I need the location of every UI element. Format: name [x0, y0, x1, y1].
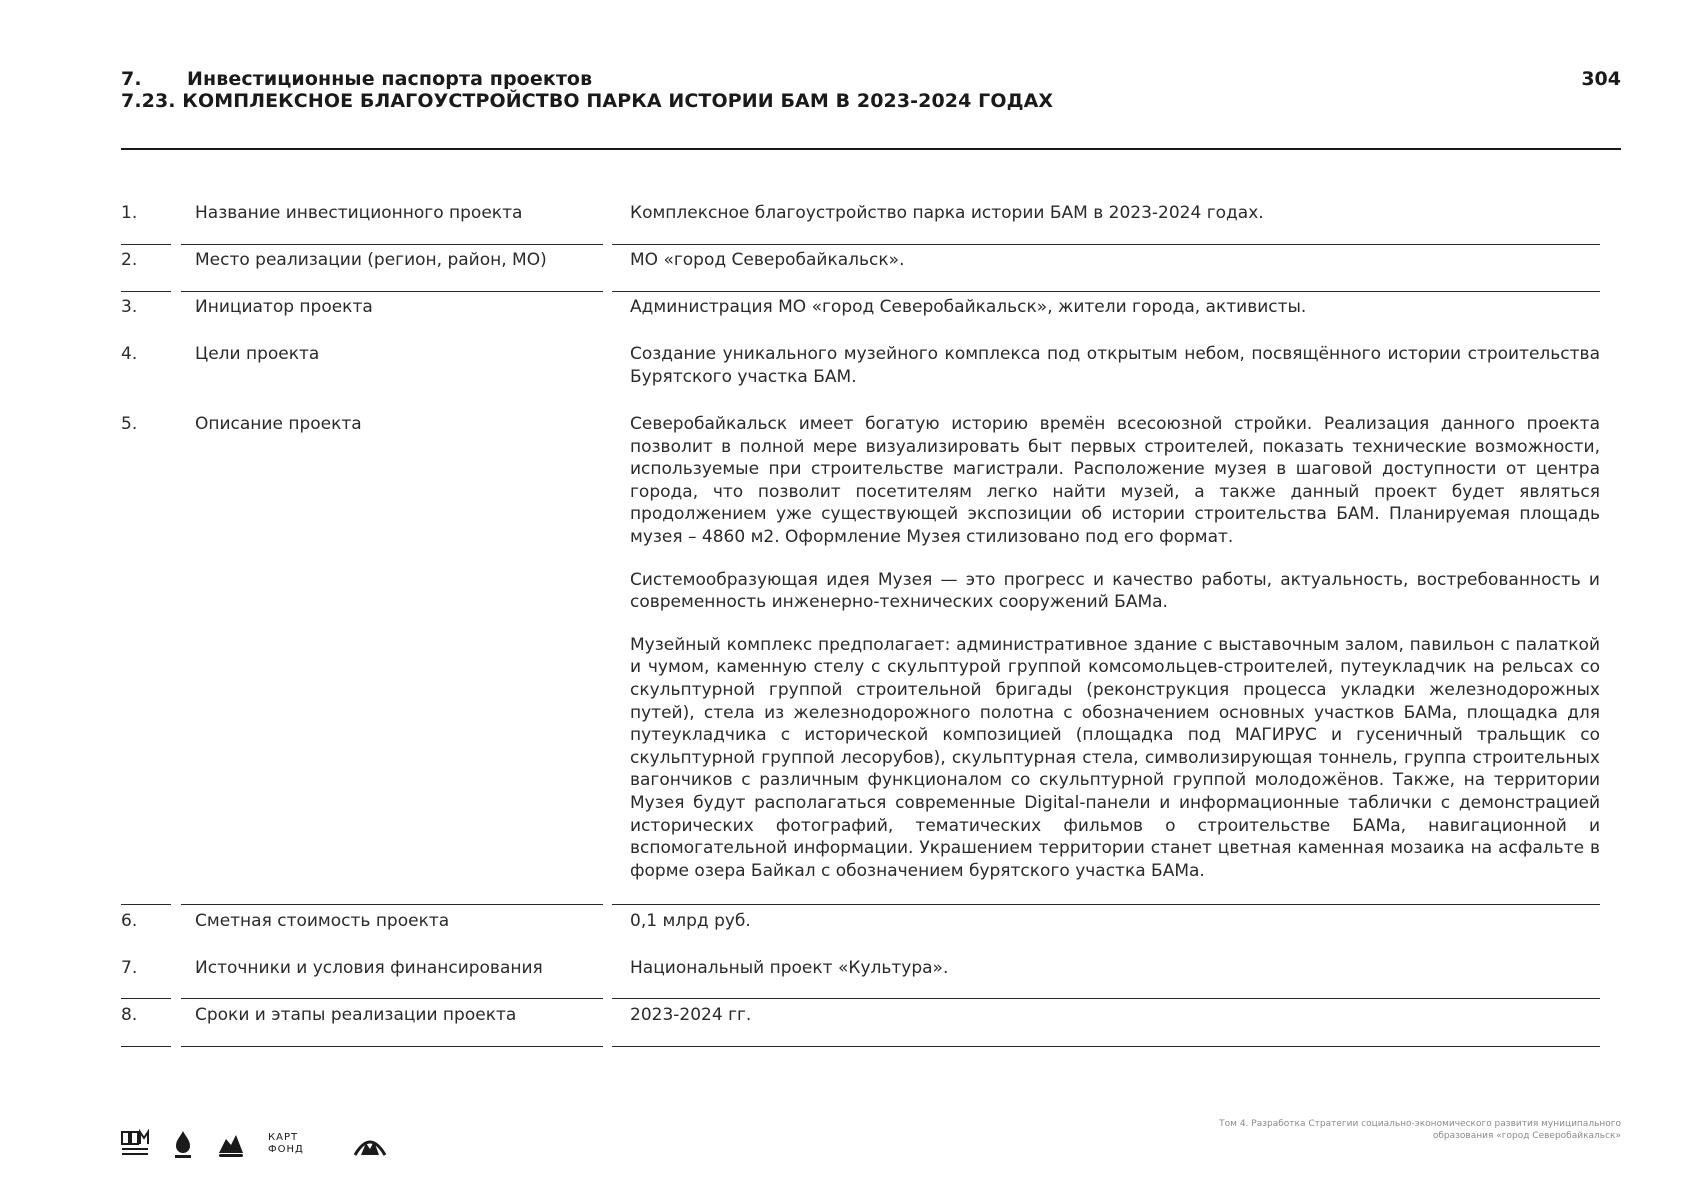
odm-logo-icon	[120, 1129, 150, 1159]
divider	[121, 1046, 171, 1047]
row-5-value	[630, 413, 1600, 902]
divider	[121, 998, 171, 999]
divider	[612, 904, 1600, 905]
row-2-label: Место реализации (регион, район, МО)	[195, 250, 547, 270]
divider	[612, 998, 1600, 999]
row-7-value	[630, 957, 1600, 1000]
page-number: 304	[1581, 68, 1621, 90]
row-8-value	[630, 1004, 1600, 1047]
row-1-value	[630, 202, 1600, 245]
row-5-label: Описание проекта	[195, 414, 362, 434]
row-2-value	[630, 249, 1600, 292]
divider	[181, 1046, 603, 1047]
row-3-label: Инициатор проекта	[195, 297, 373, 317]
header-rule	[121, 148, 1621, 150]
row-6-text: 0,1 млрд руб.	[630, 911, 751, 931]
row-5-paragraph-1: Северобайкальск имеет богатую историю времён всесоюзной стройки. Реализация данного проекта позволит в полной мере визуализировать быт первых строителей, показать технические возможности, используемые при строительстве магистрали. Расположение музея в шаговой доступности от центра города, что позволит посетителям легко найти музей, а также данный проект будет являться продолжением уже существующей экспозиции об истории строительства БАМ. Планируемая площадь музея – 4860 м2. Оформление Музея стилизовано под его формат.	[630, 414, 1600, 547]
section-title: Инвестиционные паспорта проектов	[187, 68, 593, 90]
row-3-text: Администрация МО «город Северобайкальск», жители города, активисты.	[630, 297, 1307, 317]
divider	[612, 244, 1600, 245]
page-header	[121, 68, 1621, 112]
row-2-text: МО «город Северобайкальск».	[630, 250, 905, 270]
divider	[181, 291, 603, 292]
section-number: 7.	[121, 68, 142, 90]
row-6-number: 6.	[121, 911, 138, 931]
row-1-text: Комплексное благоустройство парка истории БАМ в 2023-2024 годах.	[630, 203, 1264, 223]
row-1-number: 1.	[121, 203, 138, 223]
section-heading	[121, 68, 1621, 90]
divider	[612, 1046, 1600, 1047]
divider	[121, 291, 171, 292]
divider	[181, 904, 603, 905]
row-4-label: Цели проекта	[195, 344, 320, 364]
row-7-label: Источники и условия финансирования	[195, 958, 543, 978]
row-7-text: Национальный проект «Культура».	[630, 958, 949, 978]
arc-logo-icon	[352, 1129, 388, 1159]
row-4-text: Создание уникального музейного комплекса под открытым небом, посвящённого истории строительства Бурятского участка БАМ.	[630, 344, 1600, 387]
row-5-paragraph-2: Системообразующая идея Музея — это прогресс и качество работы, актуальность, востребованность и современность инженерно-технических сооружений БАМа.	[630, 569, 1600, 613]
row-1-label: Название инвестиционного проекта	[195, 203, 523, 223]
row-8-number: 8.	[121, 1005, 138, 1025]
row-8-text: 2023-2024 гг.	[630, 1005, 752, 1025]
footer-logos	[120, 1124, 388, 1164]
row-3-number: 3.	[121, 297, 138, 317]
row-6-label: Сметная стоимость проекта	[195, 911, 450, 931]
row-4-number: 4.	[121, 344, 138, 364]
row-7-number: 7.	[121, 958, 138, 978]
row-5-paragraph-3: Музейный комплекс предполагает: административное здание с выставочным залом, павильон с палаткой и чумом, каменную стелу с скульптурой группой комсомольцев-строителей, путеукладчик на рельсах со скульптурной группой строительной бригады (реконструкция процесса укладки железнодорожных путей), стела из железнодорожного полотна с обозначением основных участков БАМа, площадка для путеукладчика с исторической композицией (площадка под МАГИРУС и гусеничный тральщик со скульптурной группой лесорубов), скульптурная стела, символизирующая тоннель, группа строительных вагончиков с различным функционалом со скульптурной группой молодожёнов. Также, на территории Музея будут располагаться современные Digital-панели и информационные таблички с демонстрацией исторических фотографий, тематических фильмов о строительстве БАМа, навигационной и вспомогательной информации. Украшением территории станет цветная каменная мозаика на асфальте в форме озера Байкал с обозначением бурятского участка БАМа.	[630, 634, 1600, 881]
divider	[181, 998, 603, 999]
row-8-label: Сроки и этапы реализации проекта	[195, 1005, 517, 1025]
footer-caption: Том 4. Разработка Стратегии социально-экономического развития муниципального образования «город Северобайкальск»	[1219, 1119, 1621, 1141]
divider	[121, 244, 171, 245]
mountain-logo-icon	[216, 1129, 246, 1159]
row-4-value	[630, 343, 1600, 408]
divider	[121, 904, 171, 905]
divider	[612, 291, 1600, 292]
row-5-number: 5.	[121, 414, 138, 434]
row-3-value	[630, 296, 1600, 339]
divider	[181, 244, 603, 245]
row-6-value	[630, 910, 1600, 953]
row-2-number: 2.	[121, 250, 138, 270]
drop-logo-icon	[172, 1129, 194, 1159]
kart-fond-logo: КАРТ ФОНД	[268, 1132, 304, 1155]
subsection-title: 7.23. КОМПЛЕКСНОЕ БЛАГОУСТРОЙСТВО ПАРКА ИСТОРИИ БАМ В 2023-2024 ГОДАХ	[121, 90, 1054, 112]
